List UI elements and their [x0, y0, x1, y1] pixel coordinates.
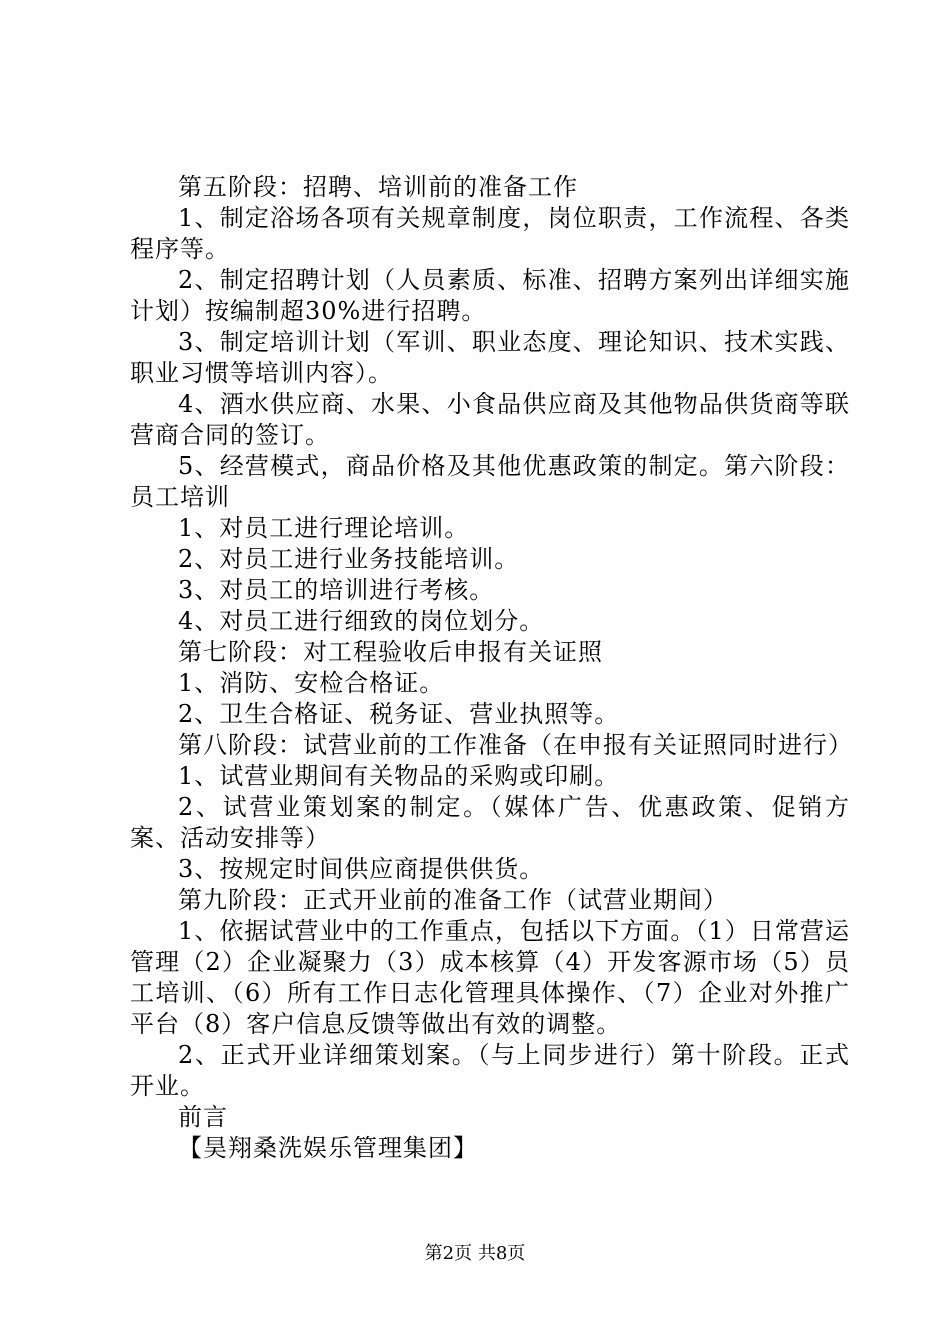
paragraph: 1、依据试营业中的工作重点，包括以下方面。（1）日常营运管理（2）企业凝聚力（3）成本核算（4）开发客源市场（5）员工培训、（6）所有工作日志化管理具体操作、（7）企业对外推广平台（8）客户信息反馈等做出有效的调整。 [130, 917, 850, 1038]
paragraph: 1、制定浴场各项有关规章制度，岗位职责，工作流程、各类程序等。 [130, 204, 850, 263]
paragraph: 2、对员工进行业务技能培训。 [178, 545, 520, 573]
paragraph: 4、酒水供应商、水果、小食品供应商及其他物品供货商等联营商合同的签订。 [130, 390, 850, 449]
paragraph: 5、经营模式，商品价格及其他优惠政策的制定。第六阶段：员工培训 [130, 452, 850, 511]
paragraph: 3、按规定时间供应商提供供货。 [178, 855, 545, 883]
paragraph-stage-9-title: 第九阶段：正式开业前的准备工作（试营业期间） [178, 886, 728, 914]
paragraph: 2、制定招聘计划（人员素质、标准、招聘方案列出详细实施计划）按编制超30%进行招聘。 [130, 266, 850, 325]
paragraph: 2、试营业策划案的制定。（媒体广告、优惠政策、促销方案、活动安排等） [130, 793, 850, 852]
paragraph-stage-7-title: 第七阶段：对工程验收后申报有关证照 [178, 638, 603, 666]
paragraph-stage-5-title: 第五阶段：招聘、培训前的准备工作 [178, 173, 578, 201]
paragraph: 3、对员工的培训进行考核。 [178, 576, 495, 604]
paragraph: 2、正式开业详细策划案。（与上同步进行）第十阶段。正式开业。 [130, 1041, 850, 1100]
paragraph-stage-8-title: 第八阶段：试营业前的工作准备（在申报有关证照同时进行） [178, 731, 853, 759]
paragraph: 1、试营业期间有关物品的采购或印刷。 [178, 762, 620, 790]
paragraph: 1、对员工进行理论培训。 [178, 514, 470, 542]
paragraph: 2、卫生合格证、税务证、营业执照等。 [178, 700, 620, 728]
paragraph: 3、制定培训计划（军训、职业态度、理论知识、技术实践、职业习惯等培训内容）。 [130, 328, 850, 387]
document-body [130, 172, 853, 1164]
paragraph: 1、消防、安检合格证。 [178, 669, 445, 697]
paragraph-company-name: 【昊翔桑洗娱乐管理集团】 [178, 1134, 478, 1162]
paragraph: 4、对员工进行细致的岗位划分。 [178, 607, 545, 635]
page-footer: 第2页 共8页 [424, 1243, 526, 1264]
paragraph-preface-heading: 前言 [178, 1103, 228, 1131]
